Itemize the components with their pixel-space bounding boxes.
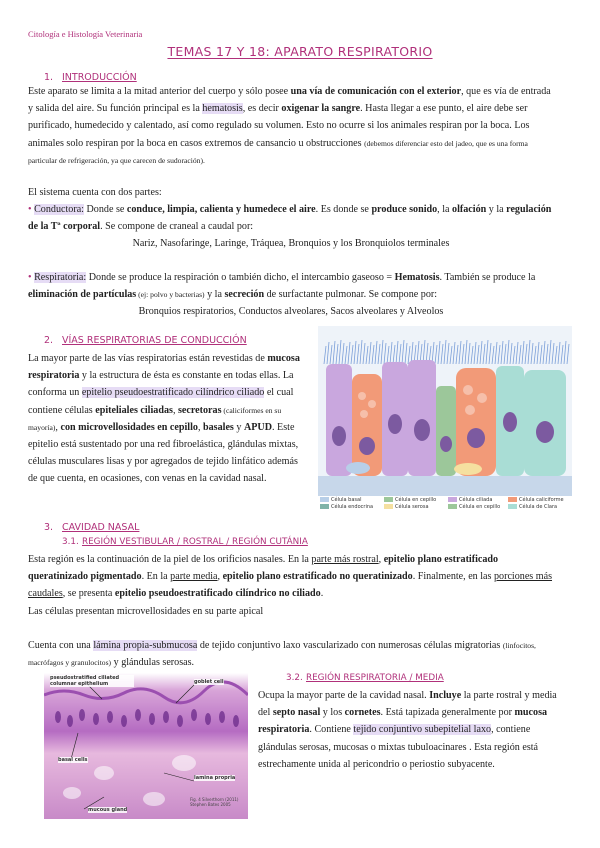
epithelium-illustration <box>318 326 572 496</box>
intro-paragraph: Este aparato se limita a la mitad anterior del cuerpo y sólo posee una vía de comunicación con el exterior, que es vía de entrada y salida del aire. Su función principal es la hematosis, es decir oxigenar la sangre. Hasta llegar a ese punto, el aire debe ser purificado, humedecido y calentado, así como regulado su volumen. Esto no ocurre si los animales respiran por la boca. Los animales solo respiran por la boca en casos extremos de cansancio u obstrucciones (debemos diferenciar esto del jadeo, que es una forma particular de refrigeración, ya que carecen de sudoración). <box>28 86 551 165</box>
legend-item: Célula serosa <box>384 504 429 510</box>
respiratory-epithelium-figure <box>318 326 572 510</box>
legend-item: Célula caliciforme <box>508 497 564 503</box>
basal-cell <box>346 462 370 474</box>
microvilli-note: Las células presentan microvellosidades en su parte apical <box>28 606 264 617</box>
conductora-list: Nariz, Nasofaringe, Laringe, Tráquea, Bronquios y los Bronquiolos terminales <box>132 238 450 249</box>
respiratoria-paragraph: • Respiratoria: Donde se produce la respiración o también dicho, el intercambio gaseoso = Hematosis. También se produce la eliminación de partículas (ej: polvo y bacterias) y la secreción de surfactante pulmonar. Se compone por: <box>28 272 536 301</box>
legend-item: Célula en cepillo <box>384 497 436 503</box>
respiratoria-list: Bronquios respiratorios, Conductos alveolares, Sacos alveolares y Alveolos <box>138 306 444 317</box>
ciliated-cell <box>326 364 352 476</box>
serous-cell <box>454 463 482 475</box>
mucosa-paragraph: La mayor parte de las vías respiratorias están revestidas de mucosa respiratoria y la estructura de ésta es constante en todas ellas. La conforma un epitelio pseudoestratificado cilíndrico ciliado el cual contiene células epiteliales ciliadas, secretoras (caliciformes en su mayoría), con microvellosidades en cepillo, basales y APUD. Este epitelio está sustentado por una red fibroelástica, glándulas mixtas, células musculares lisas y por agregados de tejido linfático además de que cuenta, en ocasiones, con venas en la cavidad nasal. <box>28 353 300 485</box>
page-title: TEMAS 17 Y 18: APARATO RESPIRATORIO <box>167 44 433 59</box>
label-mucous-gland: mucous gland <box>88 807 128 813</box>
figure-credit: Fig. 4 Silverthorn (2011) Stephen Bates 2005 <box>190 797 239 807</box>
section-3-heading: 3. CAVIDAD NASAL <box>44 522 140 533</box>
legend-item: Célula de Clara <box>508 504 557 510</box>
ciliated-cell <box>408 360 436 476</box>
histology-micrograph <box>44 673 248 819</box>
label-epithelium: pseudostratified ciliated columnar epithelium <box>50 675 134 687</box>
section-2-heading: 2. VÍAS RESPIRATORIAS DE CONDUCCIÓN <box>44 335 247 346</box>
label-goblet-cell: goblet cell <box>194 679 224 685</box>
goblet-cell <box>456 368 496 476</box>
section-1-heading: 1. INTRODUCCIÓN <box>44 72 137 83</box>
endocrine-cell <box>436 386 456 476</box>
vestibular-paragraph: Esta región es la continuación de la piel de los orificios nasales. En la parte más rostral, epitelio plano estratificado queratinizado pigmentado. En la parte media, epitelio plano estratificado no queratinizado. Finalmente, en las porciones más caudales, se presenta epitelio pseudoestratificado cilíndrico no ciliado. <box>28 554 553 600</box>
figure-legend <box>318 496 572 510</box>
legend-item: Célula endocrina <box>320 504 373 510</box>
goblet-cell <box>352 374 382 476</box>
legend-item: Célula basal <box>320 497 361 503</box>
label-basal-cells: basal cells <box>58 757 88 763</box>
lamina-propria-paragraph: Cuenta con una lámina propia-submucosa de tejido conjuntivo laxo vascularizado con numerosas células migratorias (linfocitos, macrófagos y granulocitos) y glándulas serosas. <box>28 640 536 669</box>
parts-lead: El sistema cuenta con dos partes: <box>28 187 162 198</box>
conductora-paragraph: • Conductora: Donde se conduce, limpia, calienta y humedece el aire. Es donde se produce sonido, la olfación y la regulación de la Tª corporal. Se compone de craneal a caudal por: <box>28 204 552 233</box>
course-header: Citología e Histología Veterinaria <box>28 29 143 39</box>
respiratory-region-paragraph: Ocupa la mayor parte de la cavidad nasal. Incluye la parte rostral y media del septo nasal y los cornetes. Está tapizada generalmente por mucosa respiratoria. Contiene tejido conjuntivo subepitelial laxo, contiene glándulas serosas, mucosas o mixtas tubuloacinares . Esta región está estrechamente unida al pericondrio o periostio subyacente. <box>258 690 557 770</box>
legend-item: Célula ciliada <box>448 497 492 503</box>
label-lamina-propria: lamina propria <box>194 775 236 781</box>
section-3-1-heading: 3.1. REGIÓN VESTIBULAR / ROSTRAL / REGIÓN CUTÁNIA <box>62 537 308 547</box>
section-3-2-heading: 3.2. REGIÓN RESPIRATORIA / MEDIA <box>286 673 444 683</box>
legend-item: Célula en cepillo <box>448 504 500 510</box>
